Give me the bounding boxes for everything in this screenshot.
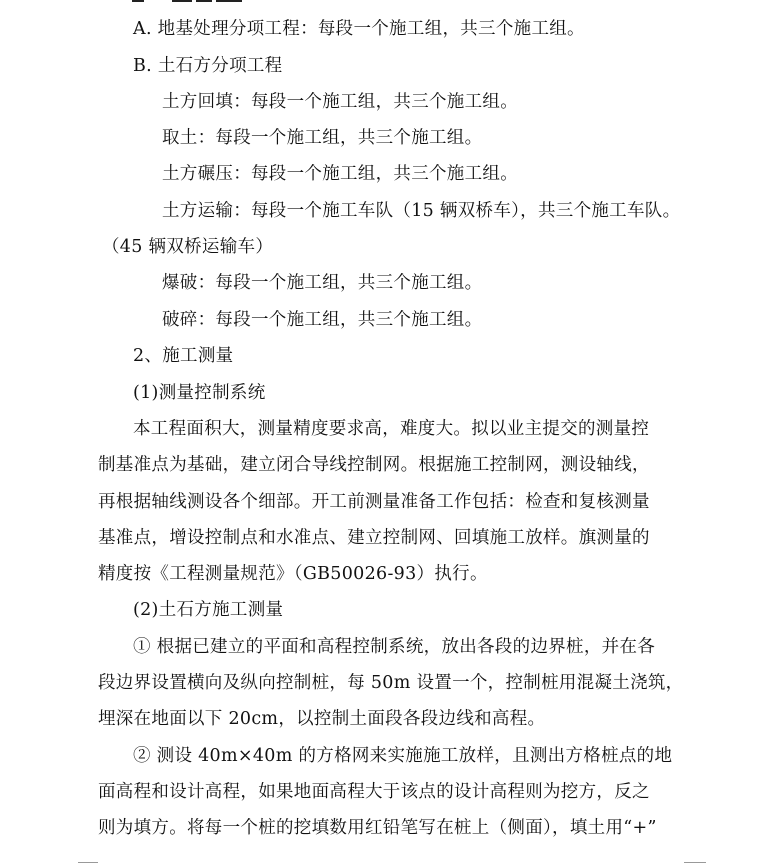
clipped-previous-line [132,0,292,6]
text-line: 土方运输：每段一个施工车队（15 辆双桥车），共三个施工车队。 [162,201,681,221]
paragraph-line: 埋深在地面以下 20cm，以控制土面段各段边线和高程。 [98,709,546,729]
text-line: 破碎：每段一个施工组，共三个施工组。 [162,310,483,330]
paragraph-line: 制基准点为基础，建立闭合导线控制网。根据施工控制网，测设轴线， [98,455,650,475]
paragraph-line: 面高程和设计高程，如果地面高程大于该点的设计高程则为挖方，反之 [98,782,650,802]
paragraph-line: ② 测设 40m×40m 的方格网来实施施工放样，且测出方格桩点的地 [133,746,673,766]
paragraph-line: 则为填方。将每一个桩的挖填数用红铅笔写在桩上（侧面），填土用“+” [98,818,657,838]
text-line: A. 地基处理分项工程：每段一个施工组，共三个施工组。 [133,19,585,39]
section-heading: 2、施工测量 [133,346,234,366]
paragraph-line: 段边界设置横向及纵向控制桩，每 50m 设置一个，控制桩用混凝土浇筑， [98,673,684,693]
text-line: （45 辆双桥运输车） [102,237,274,257]
text-line: B. 土石方分项工程 [133,56,283,76]
subsection-heading: (1)测量控制系统 [133,383,266,403]
paragraph-line: 基准点，增设控制点和水准点、建立控制网、回填施工放样。旗测量的 [98,528,650,548]
paragraph-line: 再根据轴线测设各个细部。开工前测量准备工作包括：检查和复核测量 [98,492,650,512]
text-line: 取土：每段一个施工组，共三个施工组。 [162,128,483,148]
subsection-heading: (2)土石方施工测量 [133,600,284,620]
text-line: 土方碾压：每段一个施工组，共三个施工组。 [162,164,518,184]
text-line: 爆破：每段一个施工组，共三个施工组。 [162,273,483,293]
paragraph-line: 本工程面积大，测量精度要求高，难度大。拟以业主提交的测量控 [133,419,650,439]
paragraph-line: ① 根据已建立的平面和高程控制系统，放出各段的边界桩，并在各 [133,637,656,657]
text-line: 土方回填：每段一个施工组，共三个施工组。 [162,92,518,112]
paragraph-line: 精度按《工程测量规范》（GB50026-93）执行。 [98,564,488,584]
